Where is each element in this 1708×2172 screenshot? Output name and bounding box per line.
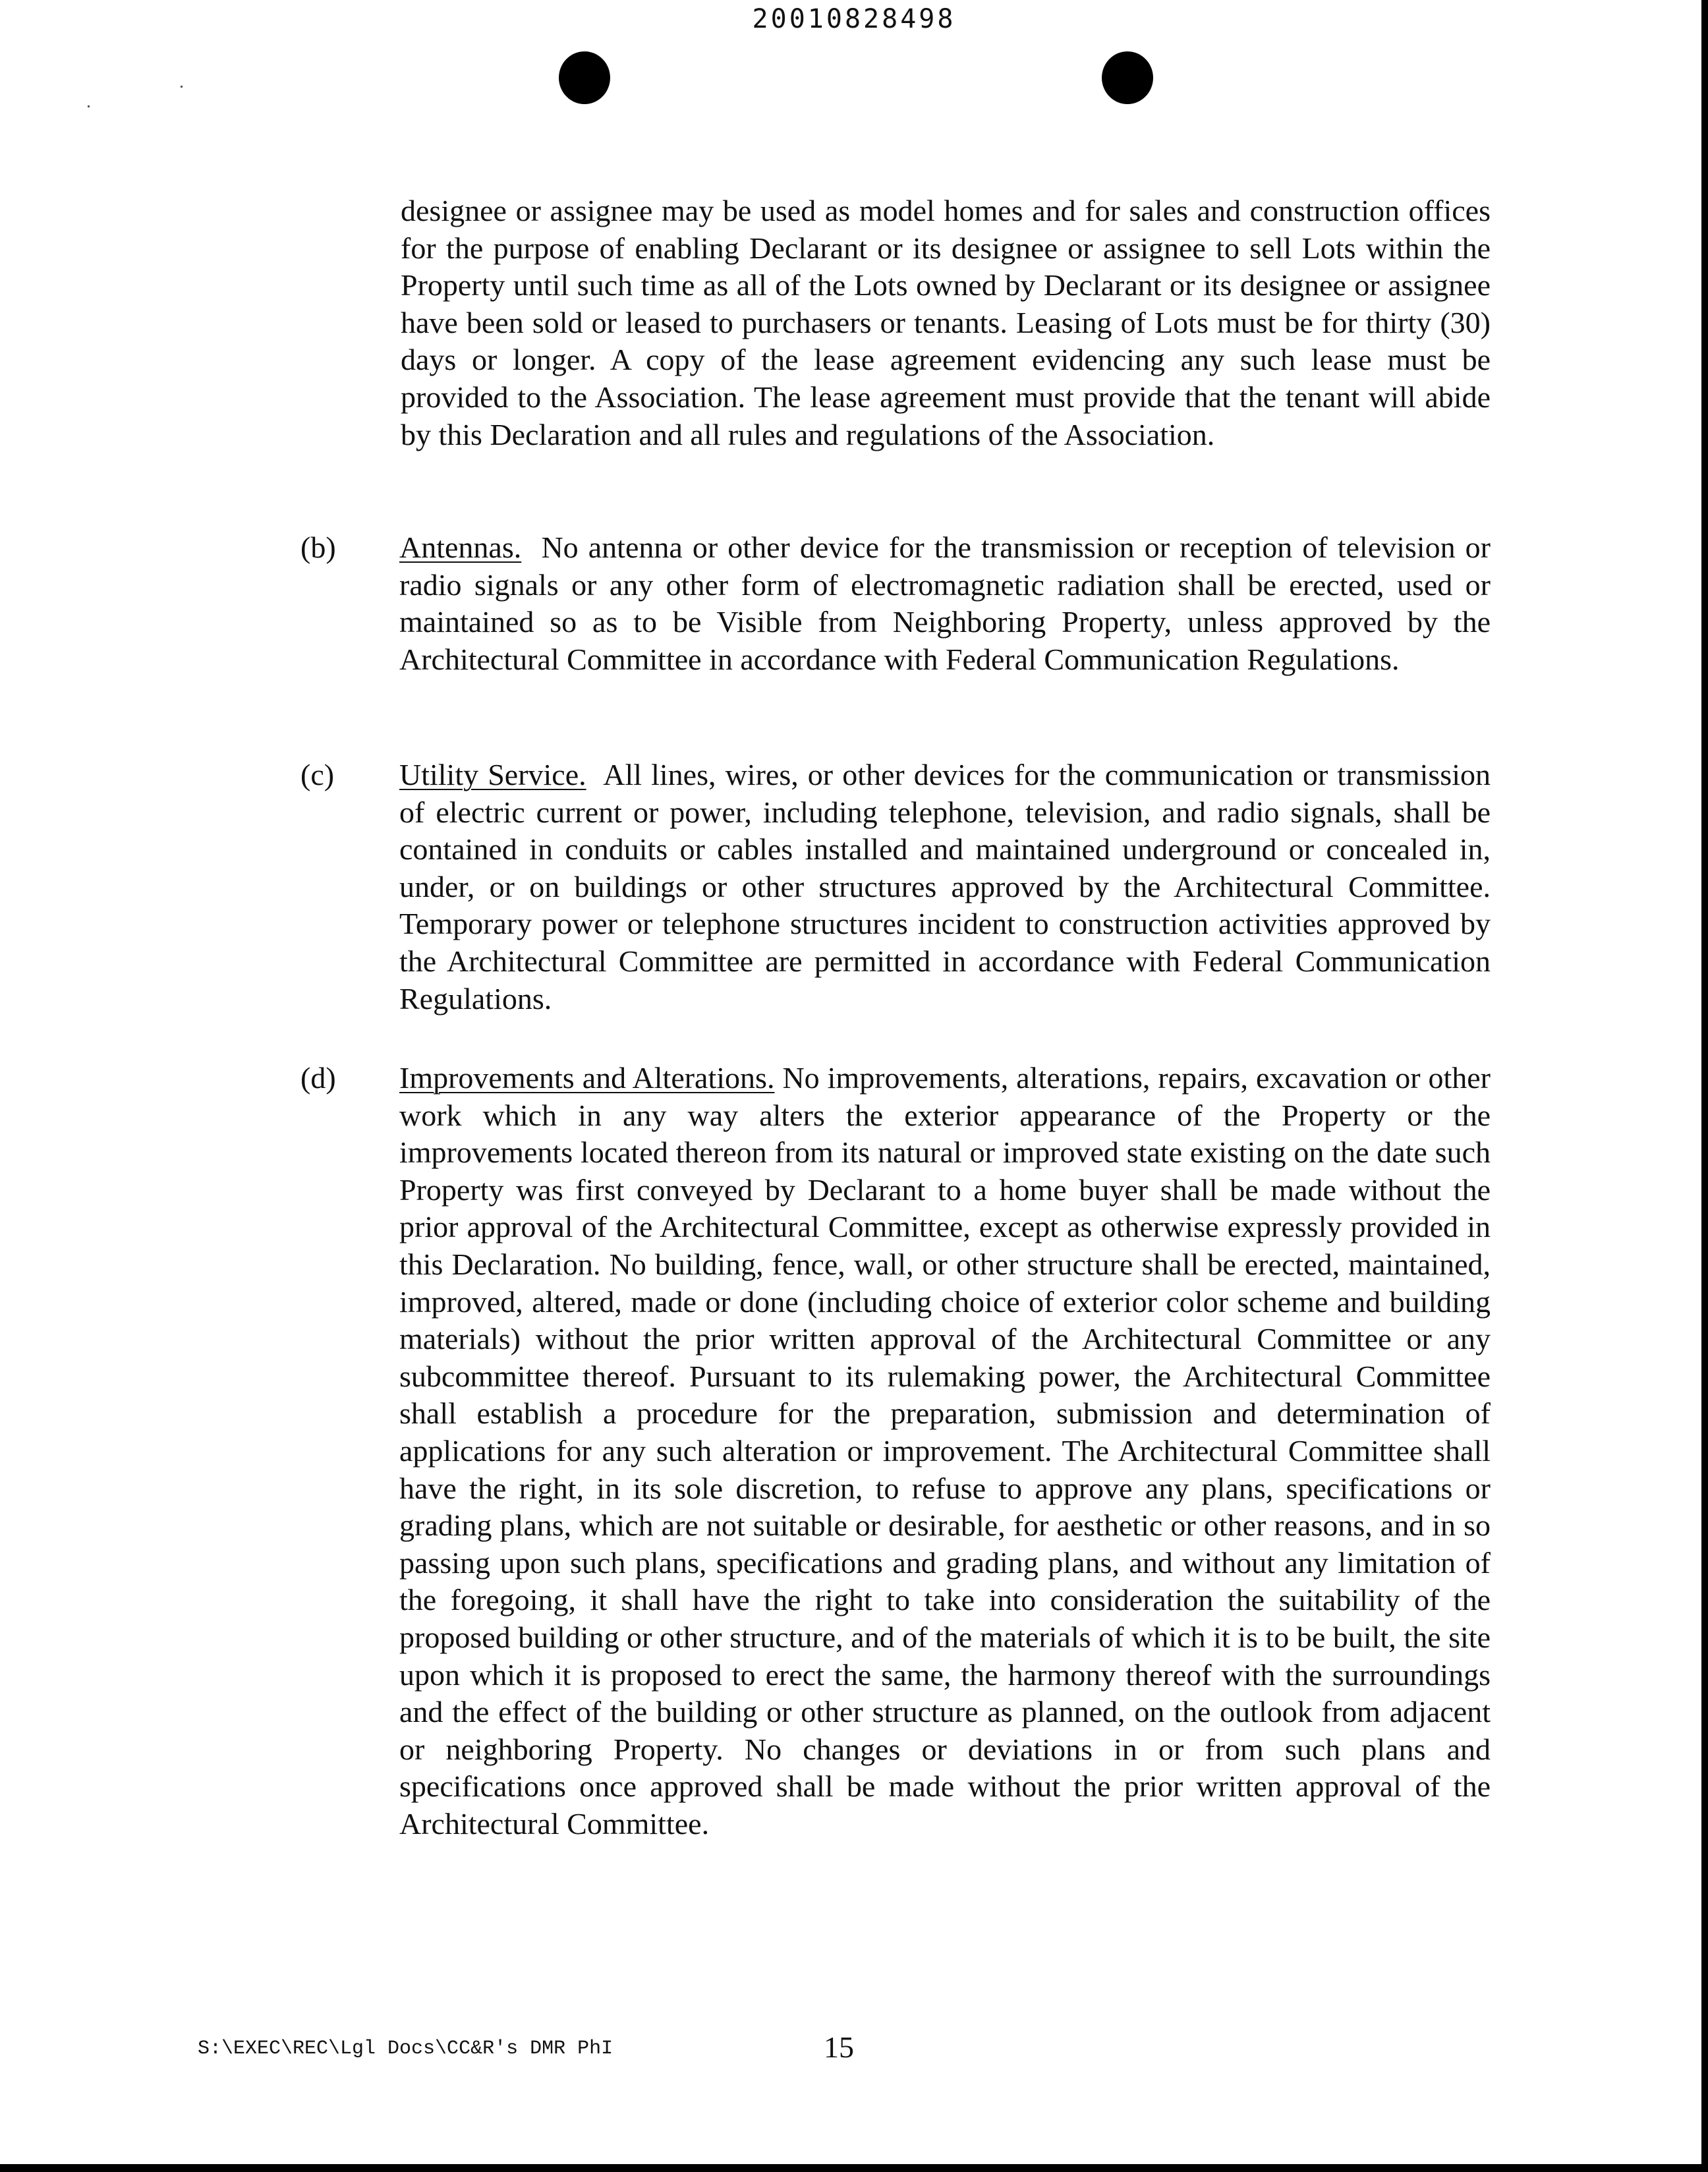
footer-file-path: S:\EXEC\REC\Lgl Docs\CC&R's DMR PhI — [198, 2038, 613, 2060]
scan-border-right — [1701, 0, 1708, 2172]
punch-hole-left — [559, 51, 610, 104]
item-body: All lines, wires, or other devices for the communication or transmission of electric current or power, including telephone, television, and radio signals, shall be contained in conduits or cables installed and maintained underground or concealed in, under, or on buildings or other structures approved by the Architectural Committee. Temporary power or telephone structures incident to construction activities approved by the Architectural Committee are permitted in accordance with Federal Communication Regulations. — [399, 758, 1491, 1015]
item-heading: Utility Service. — [399, 758, 586, 791]
punch-hole-right — [1102, 51, 1153, 104]
item-body: No antenna or other device for the transmission or reception of television or radio signals or any other form of electromagnetic radiation shall be erected, used or maintained so as to be Visible from Neighboring Property, unless approved by the Architectural Committee in accordance with Federal Communication Regulations. — [399, 530, 1491, 676]
scan-speck — [181, 86, 183, 88]
item-paragraph — [399, 529, 1491, 678]
item-label: (d) — [300, 1061, 336, 1095]
section-item-c — [300, 757, 1491, 1017]
item-paragraph — [399, 757, 1491, 1017]
item-paragraph — [399, 1060, 1491, 1843]
item-label: (c) — [300, 758, 335, 791]
scan-speck — [88, 105, 90, 107]
item-body: No improvements, alterations, repairs, excavation or other work which in any way alters the exterior appearance of the Property or the improvements located thereon from its natural or improved state existing on the date such Property was first conveyed by Declarant to a home buyer shall be made without the prior approval of the Architectural Committee, except as otherwise expressly provided in this Declaration. No building, fence, wall, or other structure shall be erected, maintained, improved, altered, made or done (including choice of exterior color scheme and building materials) without the prior written approval of the Architectural Committee or any subcommittee thereof. Pursuant to its rulemaking power, the Architectural Committee shall establish a procedure for the preparation, submission and determination of applications for any such alteration or improvement. The Architectural Committee shall have the right, in its sole discretion, to refuse to approve any plans, specifications or grading plans, which are not suitable or desirable, for aesthetic or other reasons, and in so passing upon such plans, specifications and grading plans, and without any limitation of the foregoing, it shall have the right to take into consideration the suitability of the proposed building or other structure, and of the materials of which it is to be built, the site upon which it is proposed to erect the same, the harmony thereof with the surroundings and the effect of the building or other structure as planned, on the outlook from adjacent or neighboring Property. No changes or deviations in or from such plans and specifications once approved shall be made without the prior written approval of the Architectural Committee. — [399, 1061, 1491, 1841]
recording-number: 20010828498 — [752, 4, 956, 34]
page-number: 15 — [824, 2030, 854, 2064]
section-item-d — [300, 1060, 1491, 1843]
item-heading: Antennas. — [399, 530, 522, 564]
item-heading: Improvements and Alterations. — [399, 1061, 775, 1095]
continuation-paragraph: designee or assignee may be used as model homes and for sales and construction offices for the purpose of enabling Declarant or its designee or assignee to sell Lots within the Property until such time as all of the Lots owned by Declarant or its designee or assignee have been sold or leased to purchasers or tenants. Leasing of Lots must be for thirty (30) days or longer. A copy of the lease agreement evidencing any such lease must be provided to the Association. The lease agreement must provide that the tenant will abide by this Declaration and all rules and regulations of the Association. — [401, 194, 1491, 451]
section-item-b — [300, 529, 1491, 678]
scan-border-bottom — [0, 2164, 1708, 2172]
item-label: (b) — [300, 530, 336, 564]
